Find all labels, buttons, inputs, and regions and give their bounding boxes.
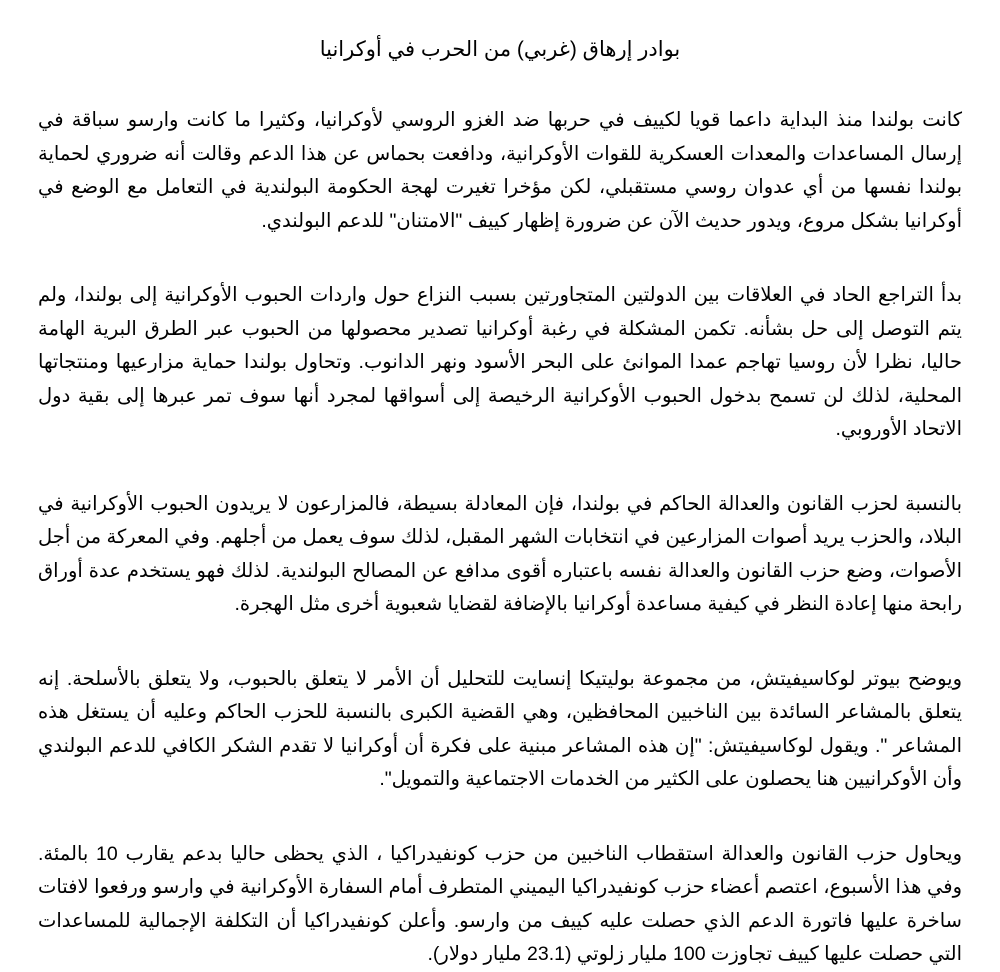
article-paragraph-1: كانت بولندا منذ البداية داعما قويا لكييف في حربها ضد الغزو الروسي لأوكرانيا، وكثيرا ما كانت وارسو سباقة في إرسال المساعدات والمعدات العسكرية للقوات الأوكرانية، ودافعت بحماس عن هذا الدعم وقالت أنه ضروري لحماية بولندا نفسها من أي عدوان روسي مستقبلي، لكن مؤخرا تغيرت لهجة الحكومة البولندية في التعامل مع الوضع في أوكرانيا بشكل مروع، ويدور حديث الآن عن ضرورة إظهار كييف "الامتنان" للدعم البولندي. <box>38 109 962 232</box>
article-paragraph-5: ويحاول حزب القانون والعدالة استقطاب الناخبين من حزب كونفيدراكيا ، الذي يحظى حاليا بدعم يقارب 10 بالمئة. وفي هذا الأسبوع، اعتصم أعضاء حزب كونفيدراكيا اليميني المتطرف أمام السفارة الأوكرانية في وارسو ورفعوا لافتات ساخرة عليها فاتورة الدعم الذي حصلت عليه كييف من وارسو. وأعلن كونفيدراكيا أن التكلفة الإجمالية للمساعدات التي حصلت عليها كييف تجاوزت 100 مليار زلوتي (23.1 مليار دولار). <box>38 842 963 965</box>
article-paragraph-4: ويوضح بيوتر لوكاسيفيتش، من مجموعة بوليتيكا إنسايت للتحليل أن الأمر لا يتعلق بالحبوب، ولا يتعلق بالأسلحة. إنه يتعلق بالمشاعر السائدة بين الناخبين المحافظين، وهي القضية الكبرى بالنسبة للحزب الحاكم وعليه أن يستغل هذه المشاعر ". ويقول لوكاسيفيتش: "إن هذه المشاعر مبنية على فكرة أن أوكرانيا لا تقدم الشكر الكافي للدعم البولندي وأن الأوكرانيين هنا يحصلون على الكثير من الخدمات الاجتماعية والتمويل". <box>38 667 962 790</box>
article-paragraph-2: بدأ التراجع الحاد في العلاقات بين الدولتين المتجاورتين بسبب النزاع حول واردات الحبوب الأوكرانية إلى بولندا، ولم يتم التوصل إلى حل بشأنه. تكمن المشكلة في رغبة أوكرانيا تصدير محصولها من الحبوب عبر الطرق البرية الهامة حاليا، نظرا لأن روسيا تهاجم عمدا الموانئ على البحر الأسود ونهر الدانوب. وتحاول بولندا حماية مزارعيها ومنتجاتها المحلية، لذلك لن تسمح بدخول الحبوب الأوكرانية الرخيصة إلى أسواقها لمجرد أنها سوف تمر عبرها إلى بقية دول الاتحاد الأوروبي. <box>38 284 962 440</box>
article-title: بوادر إرهاق (غربي) من الحرب في أوكرانيا <box>319 38 681 61</box>
article-paragraph-3: بالنسبة لحزب القانون والعدالة الحاكم في بولندا، فإن المعادلة بسيطة، فالمزارعون لا يريدون الحبوب الأوكرانية في البلاد، والحزب يريد أصوات المزارعين في انتخابات الشهر المقبل، لذلك سوف يعمل من أجلهم. وفي المعركة من أجل الأصوات، وضع حزب القانون والعدالة نفسه باعتباره أقوى مدافع عن المصالح البولندية. لذلك فهو يستخدم عدة أوراق رابحة منها إعادة النظر في كيفية مساعدة أوكرانيا بالإضافة لقضايا شعبوية أخرى مثل الهجرة. <box>38 492 962 615</box>
